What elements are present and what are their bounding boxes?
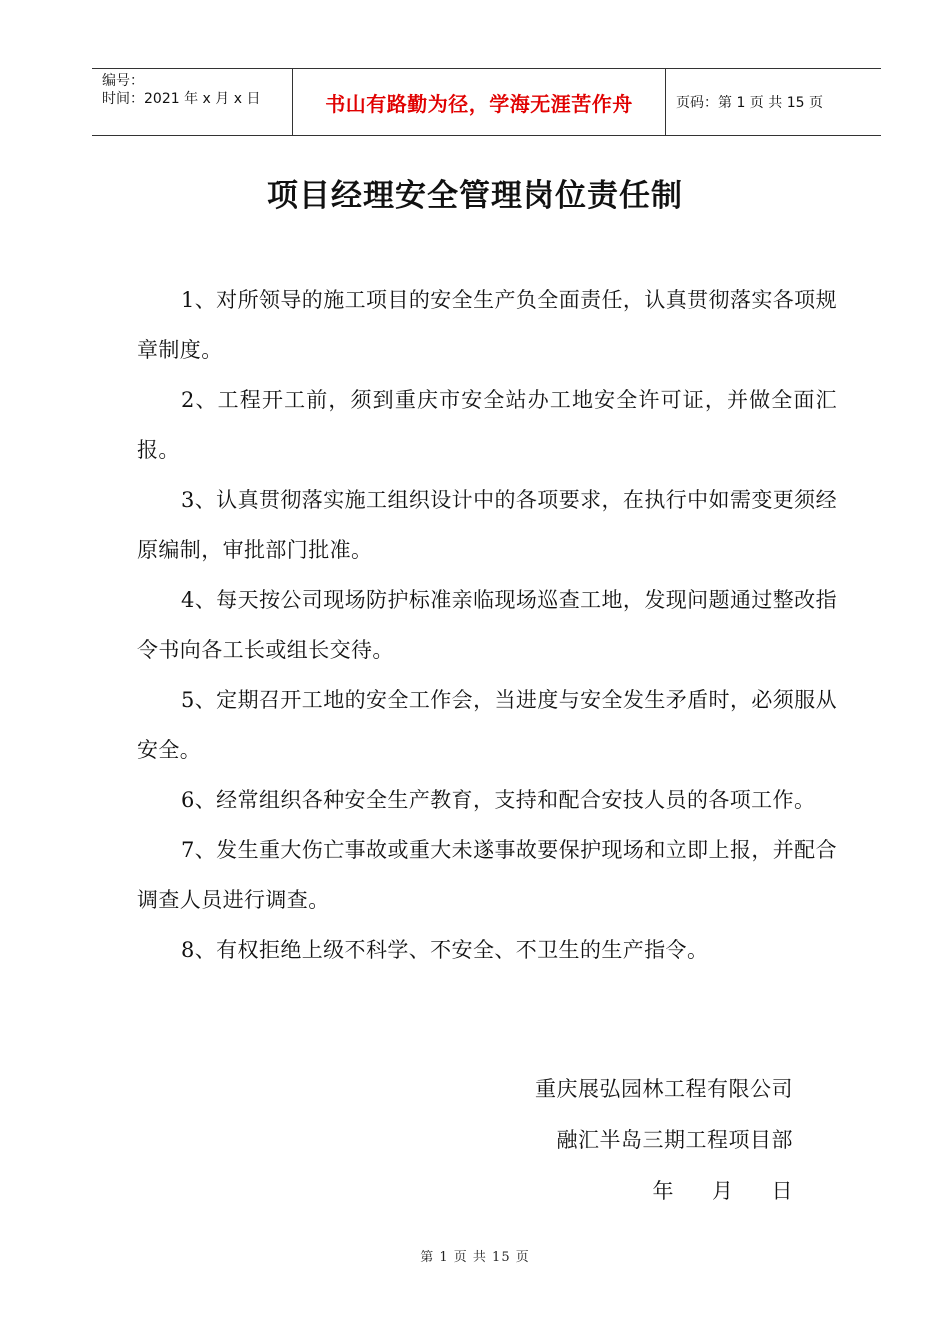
signature-date: [653, 1175, 794, 1205]
paragraph-1: 1、对所领导的施工项目的安全生产负全面责任，认真贯彻落实各项规章制度。: [137, 288, 837, 362]
paragraph-2: 2、工程开工前，须到重庆市安全站办工地安全许可证，并做全面汇报。: [137, 388, 837, 462]
page-header: [92, 68, 881, 136]
page-footer: 第 1 页 共 15 页: [420, 1250, 530, 1265]
document-time-label: 时间：2021 年 x 月 x 日: [102, 91, 261, 107]
header-page-number: 页码：第 1 页 共 15 页: [676, 95, 823, 111]
paragraph-4: 4、每天按公司现场防护标准亲临现场巡查工地，发现问题通过整改指令书向各工长或组长交待。: [137, 588, 837, 662]
signature-company: 重庆展弘园林工程有限公司: [535, 1077, 793, 1101]
paragraph-6: 6、经常组织各种安全生产教育，支持和配合安技人员的各项工作。: [181, 788, 816, 812]
date-year-label: 年: [652, 1179, 674, 1203]
paragraph-5: 5、定期召开工地的安全工作会，当进度与安全发生矛盾时，必须服从安全。: [137, 688, 837, 762]
date-day-label: 日: [771, 1179, 793, 1203]
paragraph-8: 8、有权拒绝上级不科学、不安全、不卫生的生产指令。: [181, 938, 709, 962]
paragraph-7: 7、发生重大伤亡事故或重大未遂事故要保护现场和立即上报，并配合调查人员进行调查。: [137, 838, 837, 912]
header-motto: 书山有路勤为径，学海无涯苦作舟: [293, 69, 666, 135]
paragraph-3: 3、认真贯彻落实施工组织设计中的各项要求，在执行中如需变更须经原编制，审批部门批准。: [137, 488, 837, 562]
header-meta-cell: [92, 69, 293, 135]
document-body: [137, 275, 837, 975]
signature-department: 融汇半岛三期工程项目部: [556, 1128, 793, 1152]
document-number-label: 编号：: [102, 73, 144, 89]
date-month-label: 月: [712, 1179, 734, 1203]
document-title: 项目经理安全管理岗位责任制: [267, 178, 683, 214]
